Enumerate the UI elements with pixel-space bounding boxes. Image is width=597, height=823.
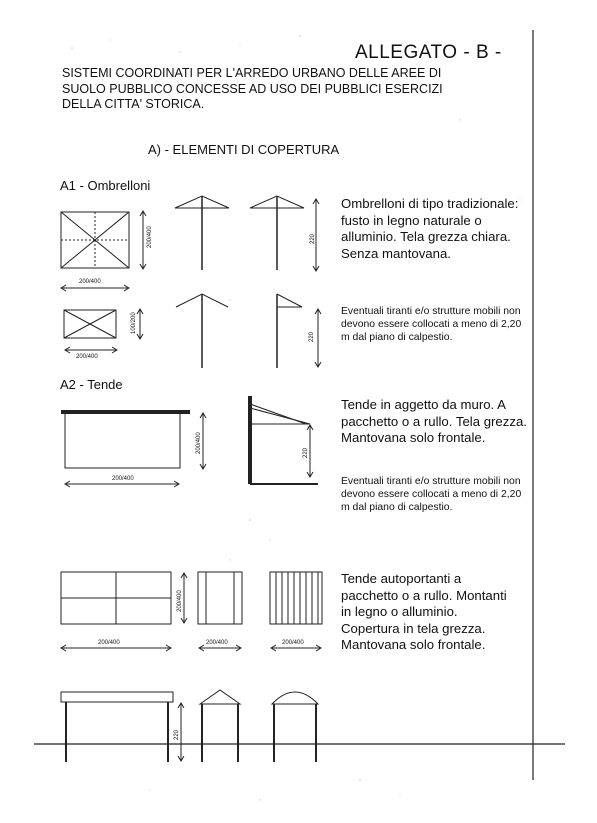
dim-label: 200/400	[147, 226, 153, 248]
a2-description: Tende in aggetto da muro. A pacchetto o a rullo. Tela grezza. Mantovana solo frontale.	[341, 397, 527, 445]
a2-heading: A2 - Tende	[60, 377, 123, 392]
a3-description: Tende autoportanti a pacchetto o a rullo. Montanti in legno o alluminio. Copertura in tela grezza. Mantovana solo frontale.	[341, 571, 507, 652]
kiosk-flat	[61, 692, 184, 762]
dim-label: 200/400	[196, 432, 202, 454]
dim-label: 200/400	[112, 476, 134, 482]
umbrella-elevation-3	[176, 294, 228, 368]
document-header: ALLEGATO - B -	[355, 42, 502, 63]
dim-label: 200/400	[206, 640, 228, 646]
a2-note: Eventuali tiranti e/o strutture mobili non devono essere collocati a meno di 2,20 m dal piano di calpestio.	[341, 476, 522, 513]
umbrella-square-plan	[61, 211, 146, 291]
awning-side	[250, 396, 318, 484]
dim-label: 220	[174, 729, 180, 740]
a1-note: Eventuali tiranti e/o strutture mobili non devono essere collocati a meno di 2,20 m dal piano di calpestio.	[341, 306, 522, 343]
dim-label: 220	[309, 331, 315, 342]
dim-label: 200/400	[98, 640, 120, 646]
kiosk-arch	[272, 692, 318, 762]
dim-label: 200/400	[79, 279, 101, 285]
dim-label: 200/400	[177, 590, 183, 612]
umbrella-elevation-2	[250, 196, 319, 271]
dim-label: 220	[303, 447, 309, 458]
scan-noise	[71, 35, 520, 801]
dim-label: 100/200	[131, 312, 137, 334]
dim-label: 220	[310, 233, 316, 244]
section-heading: A) - ELEMENTI DI COPERTURA	[148, 142, 340, 157]
kiosk-gable	[200, 690, 240, 762]
a1-description: Ombrelloni di tipo tradizionale: fusto in legno naturale o alluminio. Tela grezza chiara. Senza mantovana.	[341, 196, 519, 261]
a1-heading: A1 - Ombrelloni	[60, 178, 151, 193]
freestanding-front	[61, 572, 187, 651]
umbrella-elevation-1	[175, 196, 229, 270]
umbrella-elevation-4	[277, 294, 321, 368]
document-title: SISTEMI COORDINATI PER L'ARREDO URBANO DELLE AREE DI SUOLO PUBBLICO CONCESSE AD USO DEI PUBBLICI ESERCIZI DELLA CITTA' STORICA.	[62, 66, 443, 111]
dim-label: 200/400	[76, 354, 98, 360]
dim-label: 200/400	[282, 640, 304, 646]
